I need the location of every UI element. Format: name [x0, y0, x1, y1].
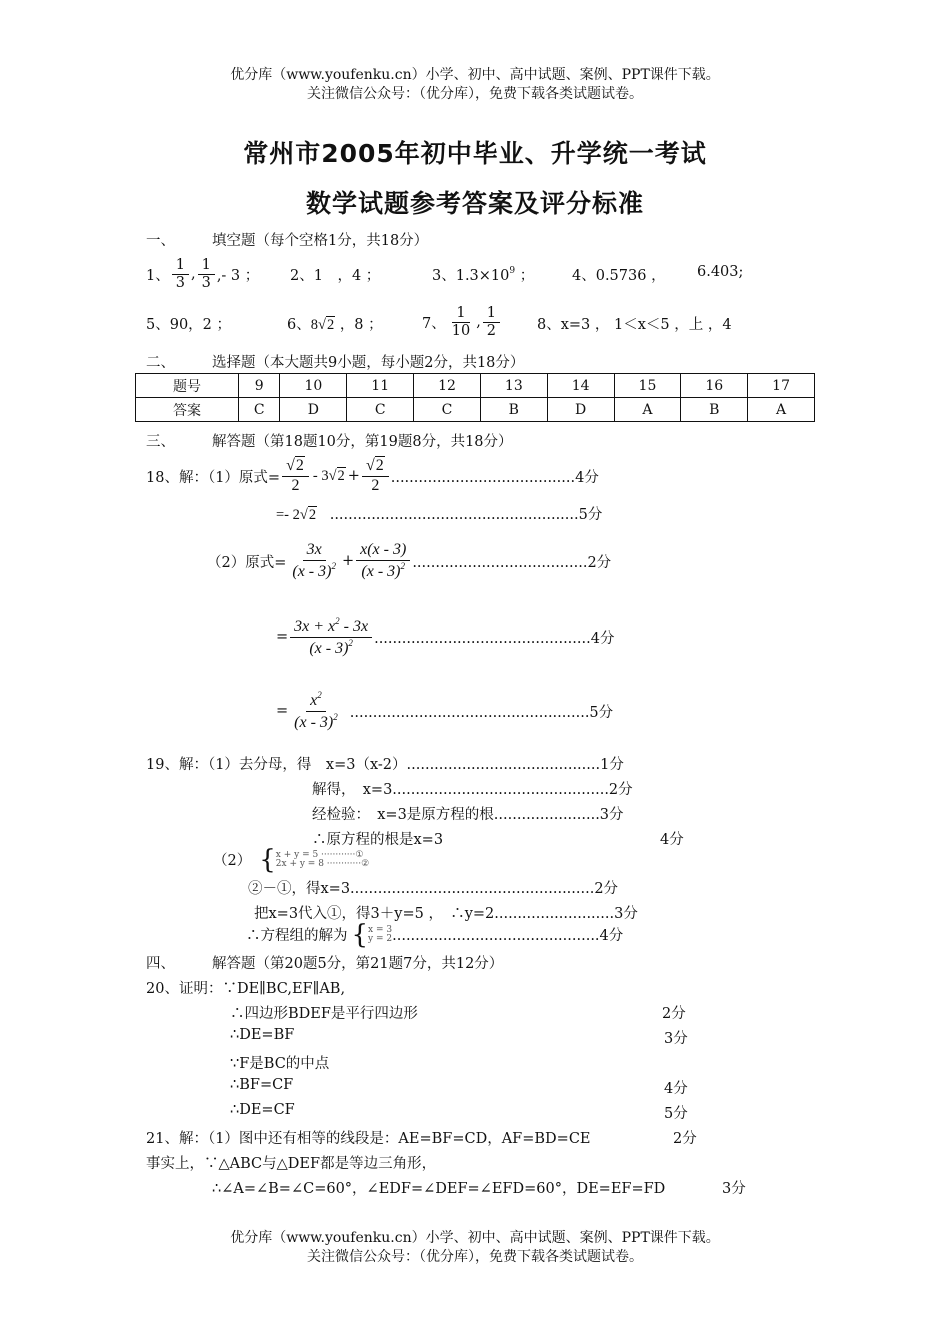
- q6-radical: 8√2: [310, 317, 335, 333]
- answer-q6: 6、8√2 ，8 ；: [287, 317, 383, 333]
- section2-heading: 选择题（本大题共9小题，每小题2分，共18分）: [212, 355, 525, 371]
- q20-line1: 20、证明：∵DE∥BC,EF∥AB,: [146, 981, 346, 997]
- table-header-cell: 答案: [136, 398, 239, 422]
- q18-part1-line2: =- 2√2 ......................................................5分: [276, 507, 603, 523]
- table-cell: A: [748, 398, 815, 422]
- section3-heading: 解答题（第18题10分，第19题8分，共18分）: [212, 434, 513, 450]
- q20-line3-score: 3分: [664, 1031, 688, 1047]
- footer-line-2: 关注微信公众号：（优分库），免费下载各类试题试卷。: [307, 1249, 643, 1265]
- section4-number: 四、: [146, 956, 175, 972]
- answer-q2: 2、1 ，4 ；: [290, 268, 381, 284]
- table-cell: 12: [414, 374, 481, 398]
- table-cell: A: [614, 398, 681, 422]
- table-cell: C: [414, 398, 481, 422]
- document-subtitle: 数学试题参考答案及评分标准: [305, 189, 644, 218]
- table-row-answers: [136, 398, 815, 422]
- q19-part2-line2: ②－①，得x=3.....................................................2分: [248, 881, 619, 897]
- q7-fraction-a: $\frac{1}{10}$: [451, 304, 471, 339]
- header-line-1: 优分库（www.youfenku.cn）小学、初中、高中试题、案例、PPT课件下载。: [230, 67, 720, 83]
- table-cell: 15: [614, 374, 681, 398]
- answer-q1: 1、 $\frac{1}{3}$ , $\frac{1}{3}$ ,- 3 ；: [146, 256, 260, 291]
- q21-line1: 21、解：（1）图中还有相等的线段是：AE=BF=CD，AF=BD=CE: [146, 1131, 591, 1147]
- table-cell: 14: [547, 374, 614, 398]
- answer-q5: 5、90，2 ；: [146, 317, 232, 333]
- q19-line1: 19、解：（1）去分母，得 x=3（x-2）..........................................1分: [146, 757, 624, 773]
- table-cell: 11: [347, 374, 414, 398]
- table-cell: C: [347, 398, 414, 422]
- table-cell: 13: [480, 374, 547, 398]
- table-cell: D: [280, 398, 347, 422]
- q20-line5-score: 4分: [664, 1081, 688, 1097]
- q20-line3: ∴DE=BF: [230, 1027, 295, 1043]
- equation-system: x + y = 5 ············① 2x + y = 8 ············②: [275, 849, 370, 869]
- table-cell: 9: [238, 374, 280, 398]
- answer-q4-b: 6.403;: [697, 264, 744, 280]
- q18-part2-line3: = $\frac{x^2}{(x - 3)^2}$ ....................................................5分: [276, 690, 614, 731]
- answer-q8: 8、x=3 ， 1＜x＜5 ，上 ，4: [537, 317, 732, 333]
- q20-line6: ∴DE=CF: [230, 1102, 295, 1118]
- q21-line3-score: 3分: [722, 1181, 746, 1197]
- table-cell: C: [238, 398, 280, 422]
- q20-line5: ∴BF=CF: [230, 1077, 294, 1093]
- q1-fraction-b: $\frac{1}{3}$: [198, 257, 215, 291]
- section4-heading: 解答题（第20题5分，第21题7分，共12分）: [212, 956, 504, 972]
- section2-number: 二、: [146, 355, 175, 371]
- q18-part1-line1: 18、解：（1）原式= $\frac{√2}{2}$ - 3√2 + $\frac{√2}{2}$ ........................................4分: [146, 457, 599, 494]
- q19-line4: ∴原方程的根是x=3: [312, 832, 444, 848]
- q21-line1-score: 2分: [673, 1131, 697, 1147]
- answer-q7: 7、 $\frac{1}{10}$ , $\frac{1}{2}$: [422, 302, 502, 342]
- q20-line2: ∴四边形BDEF是平行四边形: [230, 1006, 418, 1022]
- q1-tail: ,- 3 ；: [216, 267, 260, 284]
- q18-part2-line1: （2）原式= $\frac{3x}{(x - 3)^2}$ + $\frac{x(x - 3)}{(x - 3)^2}$ ......................................2分: [207, 541, 612, 580]
- table-cell: 16: [681, 374, 748, 398]
- answer-q3: 3、$1.3\times 10^9$ ；: [432, 266, 535, 284]
- answer-q4: 4、0.5736 ，: [572, 268, 666, 284]
- q7-fraction-b: $\frac{1}{2}$: [483, 305, 500, 339]
- table-cell: 10: [280, 374, 347, 398]
- q18-part2-line2: = $\frac{3x + x^2 - 3x}{(x - 3)^2}$ ...............................................4分: [276, 616, 615, 657]
- q19-line4-score: 4分: [660, 832, 684, 848]
- q19-part2-line3: 把x=3代入①，得3＋y=5 ， ∴y=2..........................3分: [254, 906, 638, 922]
- q20-line4: ∵F是BC的中点: [230, 1056, 330, 1072]
- section1-number: 一、: [146, 233, 175, 249]
- table-cell: 17: [748, 374, 815, 398]
- q20-line6-score: 5分: [664, 1106, 688, 1122]
- q1-fraction-a: $\frac{1}{3}$: [172, 257, 189, 291]
- q1-label: 1、: [146, 267, 170, 284]
- table-row-questions: [136, 374, 815, 398]
- solution-system: x = 3 y = 2: [368, 924, 393, 944]
- footer-line-1: 优分库（www.youfenku.cn）小学、初中、高中试题、案例、PPT课件下载。: [230, 1230, 720, 1246]
- q21-line3: ∴∠A=∠B=∠C=60°，∠EDF=∠DEF=∠EFD=60°，DE=EF=FD: [212, 1181, 666, 1197]
- q19-part2-line4: ∴方程组的解为 { x = 3 y = 2 .............................................4分: [246, 919, 624, 950]
- section3-number: 三、: [146, 434, 175, 450]
- section1-heading: 填空题（每个空格1分，共18分）: [212, 233, 429, 249]
- table-cell: D: [547, 398, 614, 422]
- table-header-cell: 题号: [136, 374, 239, 398]
- q19-line2: 解得， x=3...............................................2分: [312, 782, 633, 798]
- q20-line2-score: 2分: [662, 1006, 686, 1022]
- table-cell: B: [681, 398, 748, 422]
- header-line-2: 关注微信公众号：（优分库），免费下载各类试题试卷。: [307, 86, 643, 102]
- table-cell: B: [480, 398, 547, 422]
- answer-table: [135, 373, 815, 422]
- q19-line3: 经检验： x=3是原方程的根.......................3分: [312, 807, 624, 823]
- document-title: 常州市2005年初中毕业、升学统一考试: [243, 139, 707, 168]
- q19-part2-system: （2） { x + y = 5 ············① 2x + y = 8 ············②: [213, 844, 370, 875]
- q21-line2: 事实上，∵△ABC与△DEF都是等边三角形，: [146, 1156, 437, 1172]
